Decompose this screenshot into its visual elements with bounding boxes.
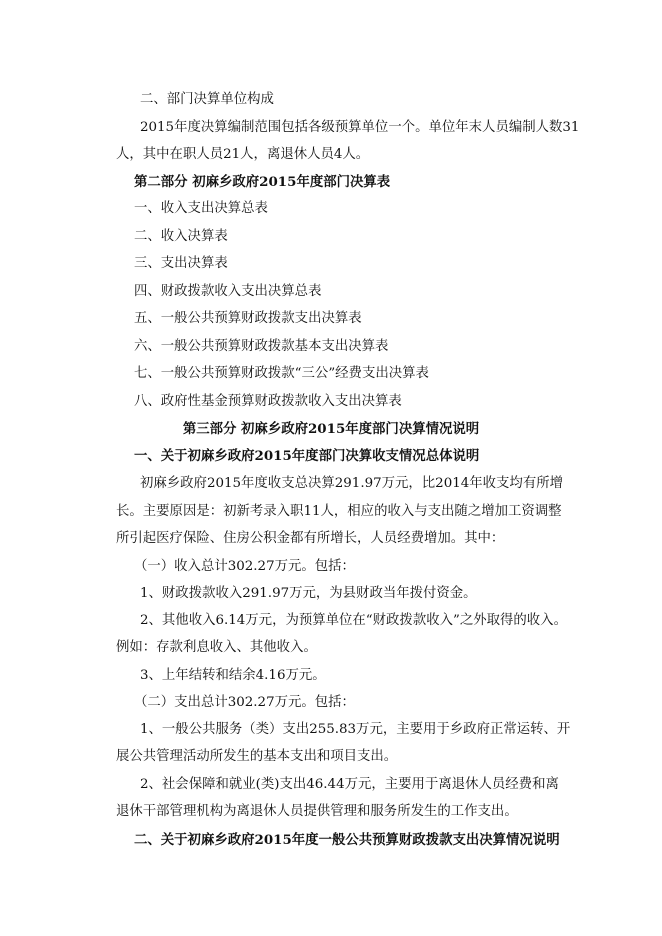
paragraph-line: 退休干部管理机构为离退休人员提供管理和服务所发生的工作支出。: [116, 804, 518, 819]
expenditure-total: （二）支出总计302.27万元。包括：: [134, 695, 355, 710]
section-heading-unit-composition: 二、部门决算单位构成: [140, 92, 274, 107]
paragraph-line: 所引起医疗保险、住房公积金都有所增长，人员经费增加。其中：: [116, 531, 505, 546]
part-three-title: 第三部分 初麻乡政府2015年度部门决算情况说明: [182, 421, 480, 437]
income-item-3: 3、上年结转和结余4.16万元。: [140, 668, 326, 683]
list-item: 三、支出决算表: [134, 256, 228, 271]
list-item: 二、收入决算表: [134, 229, 228, 244]
income-total: （一）收入总计302.27万元。包括：: [134, 559, 355, 574]
paragraph-line: 例如：存款利息收入、其他收入。: [116, 640, 317, 655]
paragraph-line: 初麻乡政府2015年度收支总决算291.97万元，比2014年收支均有所增: [140, 476, 563, 491]
list-item: 七、一般公共预算财政拨款“三公”经费支出决算表: [134, 366, 429, 381]
expenditure-item-2: 2、社会保障和就业(类)支出46.44万元，主要用于离退休人员经费和离: [140, 777, 559, 792]
paragraph-line: 人，其中在职人员21人，离退休人员4人。: [116, 147, 370, 162]
paragraph-line: 展公共管理活动所发生的基本支出和项目支出。: [116, 749, 398, 764]
list-item: 一、收入支出决算总表: [134, 201, 268, 216]
part-two-title: 第二部分 初麻乡政府2015年度部门决算表: [134, 174, 391, 190]
list-item: 四、财政拨款收入支出决算总表: [134, 284, 322, 299]
list-item: 六、一般公共预算财政拨款基本支出决算表: [134, 339, 389, 354]
expenditure-item-1: 1、一般公共服务（类）支出255.83万元，主要用于乡政府正常运转、开: [140, 722, 571, 737]
list-item: 五、一般公共预算财政拨款支出决算表: [134, 311, 362, 326]
section-heading-overview: 一、关于初麻乡政府2015年度部门决算收支情况总体说明: [134, 448, 480, 464]
paragraph-line: 长。主要原因是：初新考录入职11人，相应的收入与支出随之增加工资调整: [116, 504, 562, 519]
list-item: 八、政府性基金预算财政拨款收入支出决算表: [134, 394, 402, 409]
income-item-1: 1、财政拨款收入291.97万元，为县财政当年拨付资金。: [140, 586, 477, 601]
section-heading-general-budget: 二、关于初麻乡政府2015年度一般公共预算财政拨款支出决算情况说明: [134, 832, 560, 848]
income-item-2: 2、其他收入6.14万元，为预算单位在“财政拨款收入”之外取得的收入。: [140, 613, 567, 628]
paragraph-line: 2015年度决算编制范围包括各级预算单位一个。单位年末人员编制人数31: [140, 120, 580, 135]
